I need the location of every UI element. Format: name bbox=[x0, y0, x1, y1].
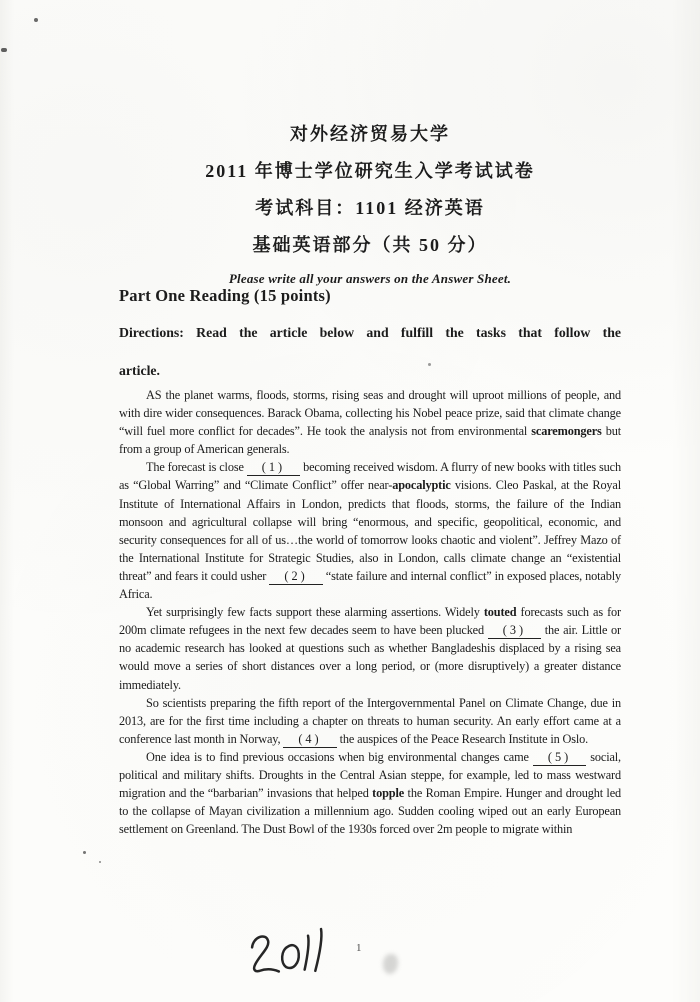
scan-speck bbox=[99, 861, 101, 863]
cloze-blank-2: (2) bbox=[269, 569, 322, 585]
bold-term: scaremongers bbox=[531, 424, 602, 439]
scan-speck bbox=[83, 851, 86, 854]
handwritten-year bbox=[246, 926, 342, 989]
cloze-blank-3: (3) bbox=[488, 623, 541, 639]
scan-speck bbox=[1, 48, 7, 52]
article-paragraph: Yet surprisingly few facts support these alarming assertions. Widely touted forecasts such as for 200m climate refugees in the next few decades seem to have been plucked (3) the air. Little or no academic research has looked at questions such as whether Bangladeshis displaced by a rising sea would move a series of short distances over a long period, or (more disruptively) a greater distance immediately. bbox=[119, 605, 621, 692]
article-paragraph: The forecast is close (1) becoming received wisdom. A flurry of new books with titles such as “Global Warring” and “Climate Conflict” offer near-apocalyptic visions. Cleo Paskal, at the Royal Institute of International Affairs in London, predicts that floods, storms, the failure of the Indian monsoon and agricultural collapse will bring “enormous, and specific, geopolitical, economic, and security consequences for all of us…the world of tomorrow looks chaotic and violent”. Jeffrey Mazo of the International Institute for Strategic Studies, also in London, calls climate change an “existential threat” and fears it could usher (2) “state failure and internal conflict” in exposed places, notably Africa. bbox=[119, 460, 622, 602]
cloze-blank-5: (5) bbox=[533, 750, 586, 766]
part-one-heading: Part One Reading (15 points) bbox=[119, 286, 331, 305]
answer-sheet-note: Please write all your answers on the Answer Sheet. bbox=[228, 271, 512, 286]
page-number: 1 bbox=[356, 942, 362, 954]
bold-term: apocalyptic bbox=[392, 478, 451, 493]
scan-speck bbox=[34, 18, 38, 22]
exam-header bbox=[119, 116, 621, 287]
directions-line1: Directions: Read the article below and fulfill the tasks that follow the bbox=[119, 325, 621, 340]
article-paragraph: One idea is to find previous occasions when big environmental changes came (5) social, political and military shifts. Droughts in the Central Asian steppe, for example, led to mass westward migration and the “barbarian” invasions that helped topple the Roman Empire. Hunger and drought led to the collapse of Mayan civilization a millennium ago. Sudden cooling wiped out an early European settlement on Greenland. The Dust Bowl of the 1930s forced over 2m people to migrate within bbox=[119, 749, 622, 837]
article-body bbox=[119, 386, 621, 838]
exam-title: 2011 年博士学位研究生入学考试试卷 bbox=[205, 161, 535, 181]
article-paragraph: So scientists preparing the fifth report of the Intergovernmental Panel on Climate Change, due in 2013, are for the first time including a chapter on threats to human security. An early effort came at a conference last month in Norway, (4) the auspices of the Peace Research Institute in Oslo. bbox=[119, 695, 621, 746]
handwriting-2011-drawing bbox=[246, 926, 342, 984]
bold-term: touted bbox=[483, 605, 517, 620]
university-name: 对外经济贸易大学 bbox=[290, 124, 450, 144]
exam-subject: 考试科目：1101 经济英语 bbox=[255, 198, 485, 218]
article-paragraph: AS the planet warms, floods, storms, rising seas and drought will uproot millions of people, and with dire wider consequences. Barack Obama, collecting his Nobel peace prize, said that climate change “will fuel more conflict for decades”. He took the analysis not from environmental scaremongers but from a group of American generals. bbox=[119, 388, 621, 457]
ink-smudge bbox=[383, 954, 398, 974]
directions-line2: article. bbox=[119, 363, 160, 378]
bold-term: topple bbox=[372, 786, 405, 801]
cloze-blank-1: (1) bbox=[247, 460, 300, 476]
cloze-blank-4: (4) bbox=[283, 732, 336, 748]
exam-section: 基础英语部分（共 50 分） bbox=[252, 235, 488, 255]
